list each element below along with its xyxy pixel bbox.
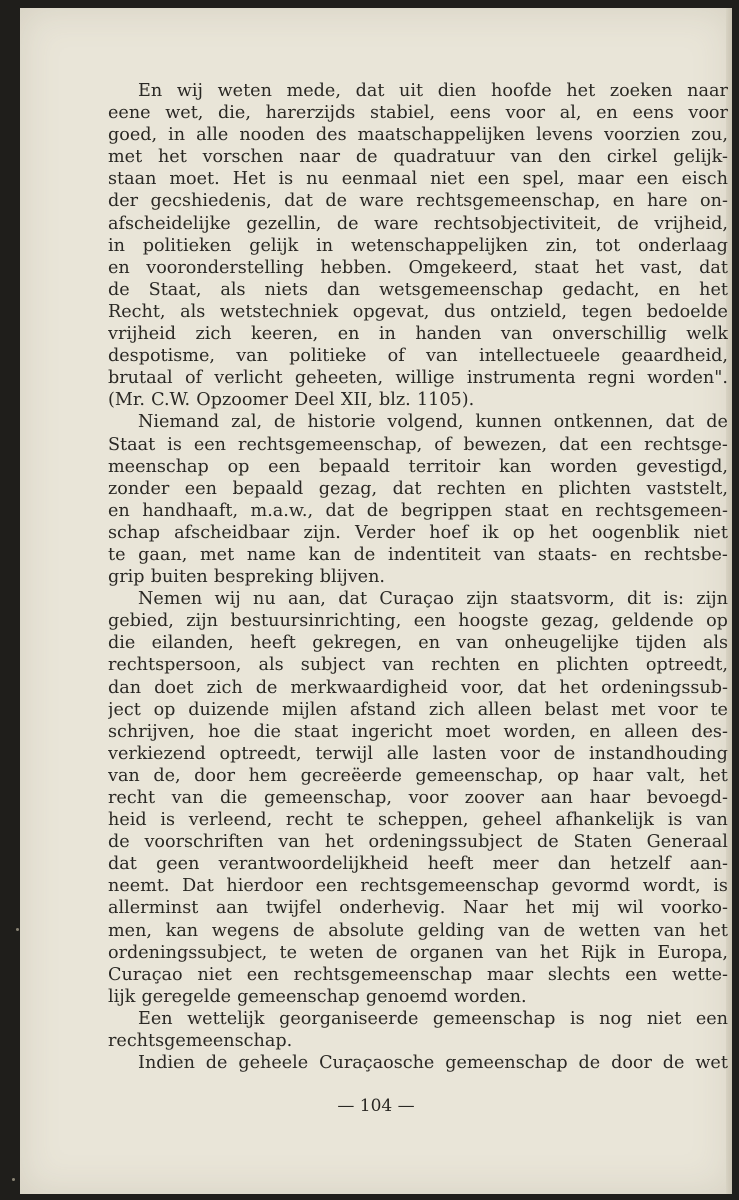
text-line: allerminst aan twijfel onderhevig. Naar het mij wil voorko- (108, 898, 728, 919)
text-line: men, kan wegens de absolute gelding van de wetten van het (108, 920, 728, 941)
text-line: eene wet, die, harerzijds stabiel, eens voor al, en eens voor (108, 103, 728, 124)
text-line: recht van die gemeenschap, voor zoover aan haar bevoegd- (108, 788, 728, 808)
text-line: gebied, zijn bestuursinrichting, een hoogste gezag, geldende op (108, 611, 728, 632)
text-line: rechtsgemeenschap. (108, 1031, 293, 1052)
text-line: goed, in alle nooden des maatschappelijken levens voorzien zou, (108, 125, 728, 146)
text-line: staan moet. Het is nu eenmaal niet een spel, maar een eisch (108, 169, 728, 190)
text-line: verkiezend optreedt, terwijl alle lasten voor de instandhouding (108, 743, 728, 764)
text-line: En wij weten mede, dat uit dien hoofde het zoeken naar (138, 81, 728, 101)
text-line: heid is verleend, recht te scheppen, geheel afhankelijk is van (108, 810, 728, 831)
paper-speck (12, 1178, 15, 1181)
text-line: die eilanden, heeft gekregen, en van onheugelijke tijden als (108, 633, 728, 654)
book-page (20, 8, 732, 1194)
text-line: der gecshiedenis, dat de ware rechtsgemeenschap, en hare on- (108, 191, 728, 212)
text-line: Curaçao niet een rechtsgemeenschap maar slechts een wette- (108, 964, 728, 985)
text-line: Staat is een rechtsgemeenschap, of bewezen, dat een rechtsge- (108, 434, 728, 455)
text-line: de Staat, als niets dan wetsgemeenschap gedacht, en het (108, 279, 728, 300)
text-line: dan doet zich de merkwaardigheid voor, dat het ordeningssub- (108, 677, 728, 698)
text-line: van de, door hem gecreëerde gemeenschap, op haar valt, het (108, 765, 728, 786)
text-line: brutaal of verlicht geheeten, willige instrumenta regni worden". (108, 368, 728, 389)
text-line: zonder een bepaald gezag, dat rechten en plichten vaststelt, (108, 478, 728, 499)
text-line: schap afscheidbaar zijn. Verder hoef ik op het oogenblik niet (108, 522, 728, 543)
text-line: vrijheid zich keeren, en in handen van onverschillig welk (108, 324, 728, 345)
text-line: Een wettelijk georganiseerde gemeenschap is nog niet een (138, 1008, 728, 1029)
text-line: neemt. Dat hierdoor een rechtsgemeenschap gevormd wordt, is (108, 876, 728, 897)
page-number: — 104 — (337, 1096, 415, 1116)
text-line: ordeningssubject, te weten de organen van het Rijk in Europa, (108, 942, 728, 963)
text-line: afscheidelijke gezellin, de ware rechtsobjectiviteit, de vrijheid, (108, 213, 728, 234)
text-line: in politieken gelijk in wetenschappelijken zin, tot onderlaag (108, 235, 728, 256)
text-line: Niemand zal, de historie volgend, kunnen ontkennen, dat de (138, 412, 728, 433)
text-line: dat geen verantwoordelijkheid heeft meer dan hetzelf aan- (108, 854, 728, 875)
text-line: en vooronderstelling hebben. Omgekeerd, staat het vast, dat (108, 257, 728, 278)
text-line: ject op duizende mijlen afstand zich alleen belast met voor te (108, 699, 728, 720)
text-line: de voorschriften van het ordeningssubject de Staten Generaal (108, 832, 728, 853)
body-text (108, 80, 728, 1074)
text-line: rechtspersoon, als subject van rechten en plichten optreedt, (108, 655, 728, 676)
text-line: Indien de geheele Curaçaosche gemeenschap de door de wet (138, 1053, 728, 1074)
text-line: en handhaaft, m.a.w., dat de begrippen staat en rechtsgemeen- (108, 500, 728, 521)
text-line: despotisme, van politieke of van intellectueele geaardheid, (108, 346, 728, 367)
text-line: te gaan, met name kan de indentiteit van staats- en rechtsbe- (108, 544, 728, 565)
text-line: grip buiten bespreking blijven. (108, 567, 385, 588)
paper-speck (16, 928, 19, 931)
text-line: schrijven, hoe die staat ingericht moet worden, en alleen des- (108, 721, 728, 742)
text-line: meenschap op een bepaald territoir kan worden gevestigd, (108, 456, 728, 477)
text-line: (Mr. C.W. Opzoomer Deel XII, blz. 1105). (108, 390, 475, 411)
text-line: Recht, als wetstechniek opgevat, dus ontzield, tegen bedoelde (108, 301, 728, 322)
text-line: lijk geregelde gemeenschap genoemd worden. (108, 986, 527, 1007)
text-line: met het vorschen naar de quadratuur van den cirkel gelijk- (108, 147, 728, 168)
text-line: Nemen wij nu aan, dat Curaçao zijn staatsvorm, dit is: zijn (138, 589, 728, 610)
